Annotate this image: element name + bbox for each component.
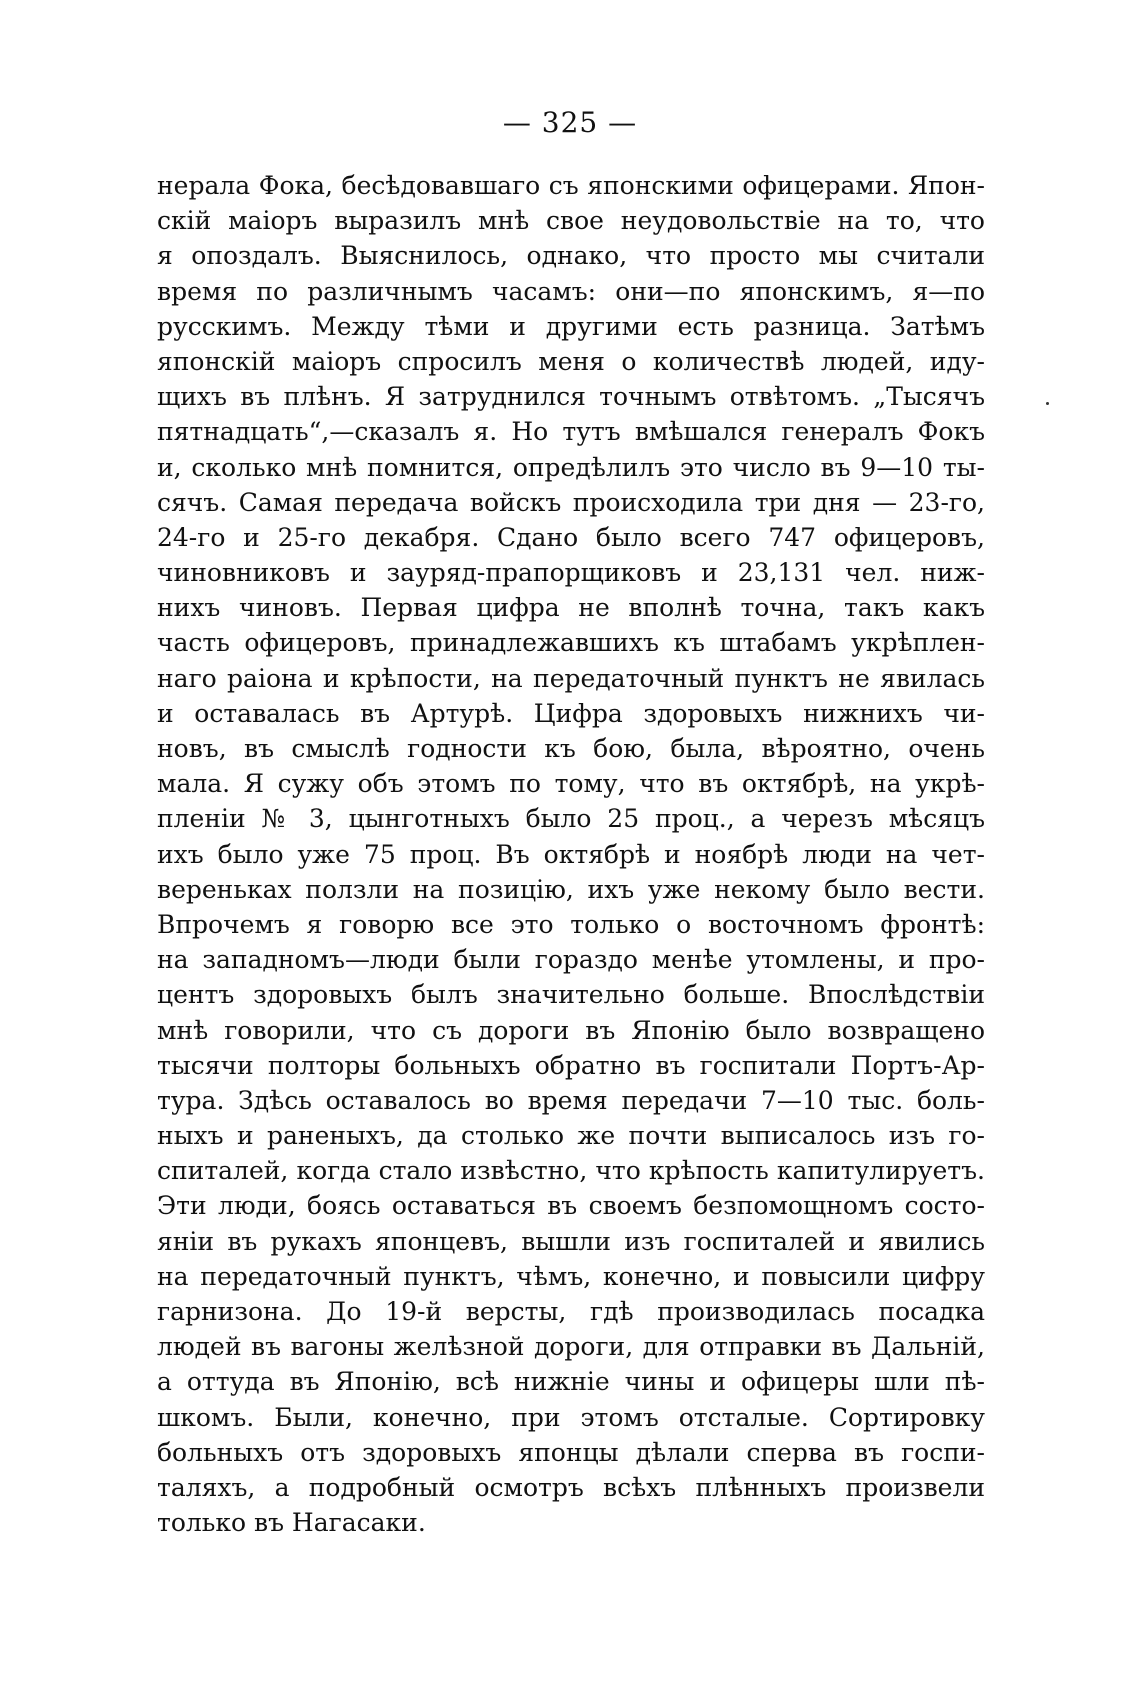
text-line [157,1435,985,1470]
text-line [157,907,985,942]
text-line-content: тура. Здѣсь оставалось во время передачи 7—10 тыс. боль- [157,1085,985,1115]
text-line-content: наго раіона и крѣпости, на передаточный пунктъ не явилась [157,663,985,693]
text-line [157,238,985,273]
text-line [157,274,985,309]
text-line-content: на передаточный пунктъ, чѣмъ, конечно, и повысили цифру [157,1261,985,1291]
text-line-content: щихъ въ плѣнъ. Я затруднился точнымъ отвѣтомъ. „Тысячъ [157,382,985,412]
text-line [157,414,985,449]
text-line [157,977,985,1012]
text-line-content: чиновниковъ и зауряд-прапорщиковъ и 23,131 чел. ниж- [157,558,985,588]
margin-mark [1046,402,1049,405]
text-line [157,450,985,485]
text-line-content: центъ здоровыхъ былъ значительно больше. Впослѣдствіи [157,980,985,1010]
text-line-content: нихъ чиновъ. Первая цифра не вполнѣ точна, такъ какъ [157,593,985,623]
text-line [157,661,985,696]
text-line [157,1294,985,1329]
text-line-content: и оставалась въ Артурѣ. Цифра здоровыхъ нижнихъ чи- [157,698,985,728]
text-line [157,1470,985,1505]
text-line [157,1364,985,1399]
text-line [157,1329,985,1364]
text-line [157,1153,985,1188]
text-line-content: шкомъ. Были, конечно, при этомъ отсталые. Сортировку [157,1402,985,1432]
text-line [157,872,985,907]
text-line-content: русскимъ. Между тѣми и другими есть разница. Затѣмъ [157,311,985,341]
text-line [157,590,985,625]
text-line-content: время по различнымъ часамъ: они—по японскимъ, я—по [157,276,985,306]
text-line [157,1048,985,1083]
text-line [157,1400,985,1435]
text-line [157,1505,985,1540]
text-line-content: спиталей, когда стало извѣстно, что крѣпость капитулируетъ. [157,1156,985,1186]
text-line [157,1188,985,1223]
text-line-content: я опоздалъ. Выяснилось, однако, что просто мы считали [157,241,985,271]
text-line-content: на западномъ—люди были гораздо менѣе утомлены, и про- [157,945,985,975]
text-line [157,731,985,766]
text-line [157,837,985,872]
text-line-content: таляхъ, а подробный осмотръ всѣхъ плѣнныхъ произвели [157,1472,985,1502]
page-number: — 325 — [502,106,638,139]
text-line-content: вереньках ползли на позицію, ихъ уже некому было вести. [157,874,985,904]
text-line-content: и, сколько мнѣ помнится, опредѣлилъ это число въ 9—10 ты- [157,452,985,482]
text-line-content: мнѣ говорили, что съ дороги въ Японію было возвращено [157,1015,985,1045]
text-line-content: ихъ было уже 75 проц. Въ октябрѣ и ноябрѣ люди на чет- [157,839,985,869]
text-line [157,520,985,555]
text-line [157,1259,985,1294]
text-line [157,942,985,977]
text-line-content: тысячи полторы больныхъ обратно въ госпитали Портъ-Ар- [157,1050,985,1080]
text-line-content: яніи въ рукахъ японцевъ, вышли изъ госпиталей и явились [157,1226,985,1256]
text-line-content: больныхъ отъ здоровыхъ японцы дѣлали сперва въ госпи- [157,1437,985,1467]
text-line [157,1118,985,1153]
text-line-content: ныхъ и раненыхъ, да столько же почти выписалось изъ го- [157,1121,985,1151]
text-line-content: часть офицеровъ, принадлежавшихъ къ штабамъ укрѣплен- [157,628,985,658]
text-line [157,1083,985,1118]
text-line [157,379,985,414]
text-line-content: новъ, въ смыслѣ годности къ бою, была, вѣроятно, очень [157,734,985,763]
text-line-content: японскій маіоръ спросилъ меня о количествѣ людей, иду- [157,346,985,376]
text-line-content: гарнизона. До 19-й версты, гдѣ производилась посадка [157,1297,985,1326]
text-line-content: людей въ вагоны желѣзной дороги, для отправки въ Дальній, [157,1332,985,1362]
text-line-content: Эти люди, боясь оставаться въ своемъ безпомощномъ состо- [157,1191,985,1221]
text-line-content: нерала Фока, бесѣдовавшаго съ японскими офицерами. Япон- [157,171,985,200]
text-line-content: пленіи № 3, цынготныхъ было 25 проц., а черезъ мѣсяцъ [157,804,985,834]
text-line [157,485,985,520]
text-line [157,309,985,344]
text-line [157,766,985,801]
text-line [157,625,985,660]
text-line-content: только въ Нагасаки. [157,1508,426,1538]
text-line-content: Впрочемъ я говорю все это только о восточномъ фронтѣ: [157,909,985,939]
text-line [157,555,985,590]
text-line-content: скій маіоръ выразилъ мнѣ свое неудовольствіе на то, что [157,206,985,236]
body-text [157,168,985,1540]
text-line [157,203,985,238]
text-line-content: пятнадцать“,—сказалъ я. Но тутъ вмѣшался генералъ Фокъ [157,417,985,447]
text-line [157,344,985,379]
text-line-content: сячъ. Самая передача войскъ происходила три дня — 23-го, [157,487,985,517]
text-line [157,801,985,836]
text-line [157,1224,985,1259]
text-line-content: а оттуда въ Японію, всѣ нижніе чины и офицеры шли пѣ- [157,1367,985,1397]
text-line [157,1013,985,1048]
text-line [157,696,985,731]
text-line-content: 24-го и 25-го декабря. Сдано было всего 747 офицеровъ, [157,522,985,552]
text-line-content: мала. Я сужу объ этомъ по тому, что въ октябрѣ, на укрѣ- [157,769,985,799]
text-line [157,168,985,203]
